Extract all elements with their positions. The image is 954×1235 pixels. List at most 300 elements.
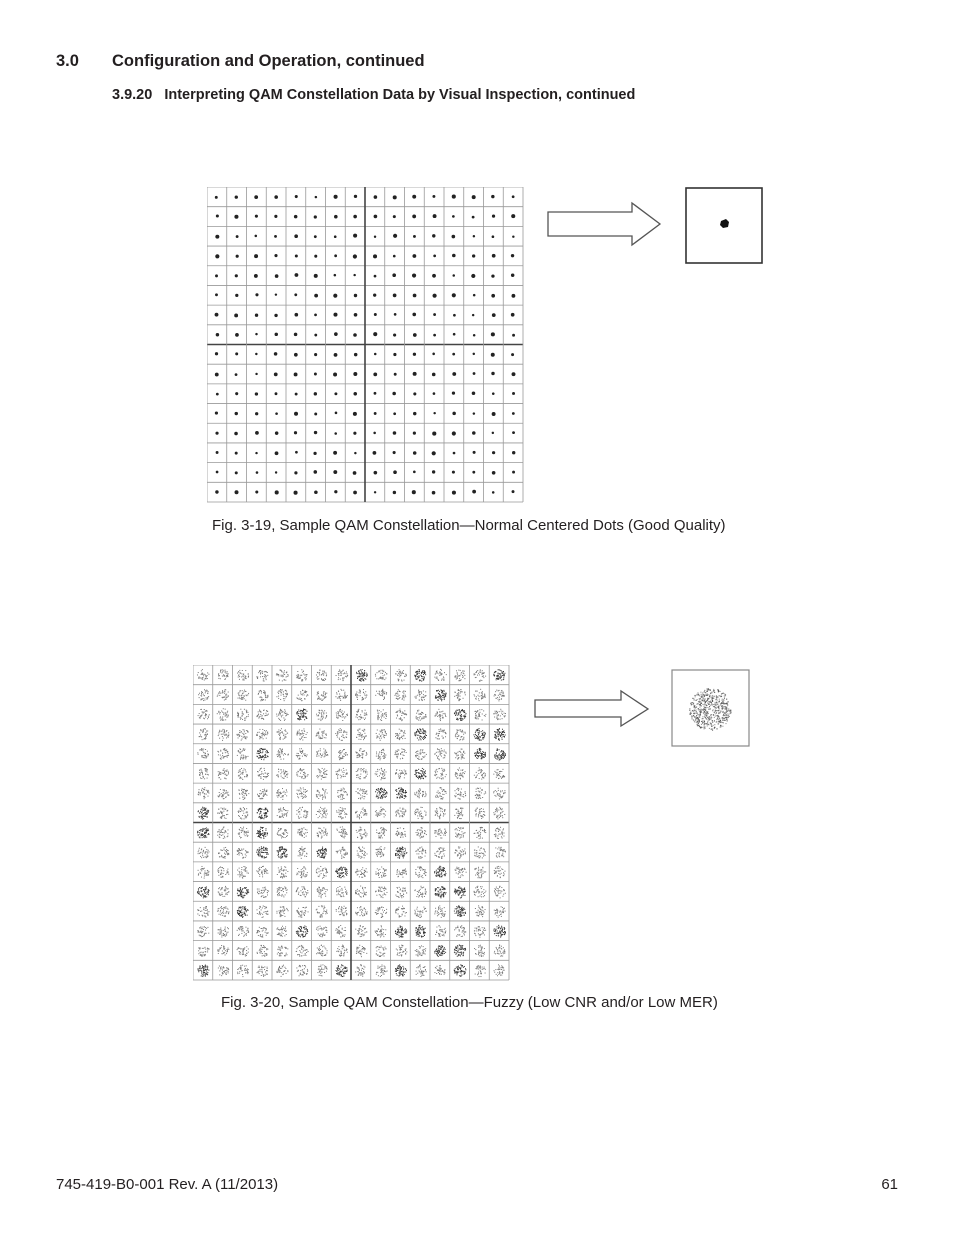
constellation-point [353,234,357,238]
constellation-cluster [376,846,386,857]
constellation-point [254,254,258,258]
constellation-point [354,294,357,297]
constellation-point [294,491,298,495]
constellation-point [255,412,258,415]
constellation-cluster [336,847,348,859]
constellation-cluster [217,827,228,839]
constellation-point [433,334,436,337]
constellation-point [393,255,396,258]
constellation-point [392,392,396,396]
constellation-point [393,353,396,356]
constellation-point [314,353,317,356]
constellation-point [236,255,239,258]
constellation-point [216,393,219,396]
constellation-cluster [454,846,466,858]
constellation-point [432,353,435,356]
constellation-point [432,491,436,495]
constellation-point [255,392,258,395]
constellation-cluster [218,927,229,938]
constellation-cluster [355,867,368,878]
constellation-cluster [335,728,347,741]
constellation-cluster [256,729,268,739]
constellation-point [432,373,436,377]
constellation-point [314,413,317,416]
constellation-point [492,432,494,434]
constellation-cluster [356,768,368,779]
constellation-point [255,431,259,435]
constellation-point [215,352,218,355]
constellation-point [393,215,396,218]
constellation-point [374,313,377,316]
constellation-point [274,314,277,317]
constellation-cluster [217,906,230,917]
constellation-point [294,471,297,474]
zoomed-symbol [672,670,749,746]
constellation-point [294,234,298,238]
constellation-cluster [257,945,269,957]
constellation-point [413,353,416,356]
constellation-cluster [454,709,466,721]
constellation-point [373,294,376,297]
constellation-point [235,333,239,337]
constellation-cluster [198,807,209,820]
constellation-cluster [375,887,387,898]
constellation-cluster [317,887,328,899]
constellation-cluster [277,926,287,937]
constellation-point [374,412,377,415]
constellation-point [236,235,239,238]
constellation-cluster [197,965,209,977]
constellation-point [314,431,317,434]
constellation-point [432,195,435,198]
constellation-cluster [395,964,407,976]
figure-caption-3-19: Fig. 3-19, Sample QAM Constellation—Normal Centered Dots (Good Quality) [212,517,726,534]
constellation-point [512,195,515,198]
constellation-cluster [337,788,348,800]
constellation-cluster [435,689,447,701]
constellation-point [472,254,475,257]
constellation-cluster [316,905,328,917]
constellation-grid [207,187,523,502]
constellation-cluster [336,768,348,779]
constellation-cluster [454,670,465,682]
constellation-cluster [435,925,446,937]
constellation-point [452,372,456,376]
constellation-point [314,313,317,316]
constellation-point [314,470,318,474]
constellation-point [492,313,496,317]
constellation-point [511,313,515,317]
constellation-cluster [237,709,249,721]
constellation-cluster [276,689,287,701]
constellation-point [234,215,238,219]
constellation-point [473,334,476,337]
constellation-cluster [475,788,486,799]
constellation-point [452,235,456,239]
constellation-cluster [317,827,328,838]
constellation-cluster [197,827,209,838]
constellation-cluster [276,709,288,721]
constellation-point [353,432,356,435]
constellation-point [334,332,338,336]
constellation-cluster [217,808,228,819]
constellation-cluster [237,906,249,918]
constellation-cluster [435,728,446,739]
figure-3-19 [207,187,767,507]
constellation-point [294,215,298,219]
constellation-cluster [338,749,348,760]
constellation-cluster [395,729,406,740]
constellation-point [334,195,338,199]
figure-3-20 [193,665,753,985]
constellation-point [234,432,238,436]
constellation-point [511,214,515,218]
constellation-cluster [395,787,407,799]
constellation-point [353,491,357,495]
constellation-point [315,196,317,198]
constellation-point [394,313,397,316]
constellation-point [335,412,338,415]
constellation-cluster [494,866,506,878]
constellation-cluster [355,748,367,758]
constellation-cluster [377,709,387,721]
constellation-point [255,314,258,317]
constellation-cluster [375,670,387,680]
constellation-point [294,333,298,337]
constellation-point [393,431,397,435]
constellation-cluster [257,966,268,977]
constellation-point [374,195,378,199]
constellation-cluster [493,709,506,720]
constellation-point [215,432,218,435]
constellation-point [512,372,516,376]
constellation-point [393,234,397,238]
constellation-point [334,274,337,277]
constellation-cluster [434,709,446,721]
constellation-cluster [257,789,267,800]
constellation-point [274,372,278,376]
constellation-cluster [414,728,427,740]
figure-caption-3-20: Fig. 3-20, Sample QAM Constellation—Fuzzy (Low CNR and/or Low MER) [221,994,718,1011]
constellation-cluster [198,847,210,858]
constellation-point [473,372,476,375]
subsection-title: Interpreting QAM Constellation Data by Visual Inspection, continued [164,87,636,103]
constellation-point [314,274,318,278]
constellation-point [235,471,238,474]
constellation-cluster [336,886,348,897]
constellation-point [374,392,377,395]
constellation-point [333,294,337,298]
constellation-point [472,431,476,435]
constellation-grid [193,665,509,980]
constellation-point [374,353,377,356]
constellation-cluster [395,669,407,681]
constellation-point [512,235,514,237]
constellation-cluster [256,670,268,681]
constellation-point [433,214,437,218]
constellation-cluster [415,945,426,956]
constellation-point [275,412,278,415]
constellation-point [234,314,238,318]
constellation-cluster [434,945,446,957]
constellation-cluster [375,867,386,878]
constellation-cluster [296,926,308,938]
constellation-point [512,451,515,454]
constellation-cluster [396,868,406,877]
constellation-point [473,412,475,414]
constellation-cluster [316,788,328,800]
constellation-point [511,353,514,356]
constellation-point [353,471,357,475]
constellation-point [453,314,456,317]
constellation-point [452,431,456,435]
constellation-point [413,451,417,455]
constellation-cluster [376,946,387,957]
constellation-cluster [396,709,408,722]
constellation-point [334,490,337,493]
constellation-point [374,275,377,278]
constellation-cluster [434,866,446,878]
constellation-point [295,451,298,454]
constellation-point [314,215,317,218]
constellation-cluster [336,709,348,721]
constellation-cluster [475,709,487,720]
constellation-point [255,373,257,375]
constellation-point [275,471,277,473]
constellation-cluster [355,925,367,937]
constellation-point [314,490,318,494]
constellation-point [274,215,277,218]
constellation-cluster [395,906,407,918]
constellation-point [413,294,417,298]
constellation-cluster [257,887,269,898]
constellation-cluster [474,846,486,858]
constellation-cluster [256,927,268,938]
constellation-point [216,451,219,454]
constellation-point [512,471,515,474]
constellation-cluster [198,689,209,701]
constellation-point [473,353,475,355]
constellation-cluster [276,788,287,800]
constellation-point [492,412,496,416]
constellation-point [511,274,514,277]
constellation-cluster [277,828,288,838]
constellation-cluster [414,768,426,779]
constellation-point [275,451,279,455]
constellation-point [275,431,279,435]
constellation-cluster [473,728,485,741]
constellation-point [491,353,495,357]
constellation-figure-fuzzy [193,665,753,985]
constellation-cluster [454,945,466,957]
constellation-point [432,294,436,298]
constellation-cluster [335,925,346,937]
constellation-point [373,451,377,455]
constellation-point [354,353,357,356]
constellation-cluster [296,768,308,779]
constellation-point [491,195,494,198]
constellation-point [452,274,455,277]
constellation-cluster [396,945,407,957]
constellation-cluster [395,689,407,700]
constellation-cluster [277,807,289,818]
constellation-point [472,471,475,474]
constellation-point [452,412,456,416]
constellation-cluster [454,925,466,937]
constellation-point [373,254,377,258]
constellation-point [413,372,417,376]
constellation-point [492,451,495,454]
constellation-cluster [493,807,505,820]
constellation-cluster [276,906,288,917]
constellation-cluster [395,808,406,818]
constellation-point [353,372,357,376]
constellation-cluster [237,965,249,977]
constellation-point [333,451,337,455]
constellation-cluster [336,964,348,977]
constellation-cluster [296,709,307,721]
constellation-cluster [493,788,505,800]
constellation-point [235,294,238,297]
constellation-cluster [356,709,368,720]
constellation-cluster [256,710,268,720]
constellation-point [274,195,278,199]
constellation-point [452,353,455,356]
constellation-cluster [197,886,210,898]
constellation-point [452,392,455,395]
constellation-point [394,373,397,376]
constellation-cluster [296,907,308,918]
constellation-cluster [276,769,288,779]
constellation-cluster [375,906,387,918]
constellation-cluster [237,926,249,937]
constellation-cluster [435,807,446,819]
constellation-point [492,471,496,475]
constellation-point [354,195,357,198]
constellation-cluster [277,965,289,977]
constellation-point [255,235,258,238]
constellation-point [433,313,436,316]
constellation-figure-good [207,187,767,507]
constellation-cluster [256,866,268,878]
constellation-cluster [356,945,367,957]
constellation-cluster [198,947,209,957]
constellation-cluster [317,964,327,976]
constellation-point [393,491,396,494]
constellation-point [295,393,298,396]
subsection-number: 3.9.20 [112,87,153,103]
constellation-point [412,214,416,218]
constellation-point [512,334,515,337]
constellation-cluster [335,689,347,701]
constellation-point [491,274,494,277]
constellation-point [453,333,456,336]
constellation-cluster [218,847,229,859]
constellation-point [412,490,416,494]
constellation-point [413,432,416,435]
constellation-cluster [198,709,210,719]
constellation-point [274,235,277,238]
constellation-point [393,470,397,474]
constellation-point [353,215,357,219]
constellation-point [235,195,238,198]
constellation-point [473,235,475,237]
constellation-cluster [474,926,486,938]
constellation-cluster [414,669,426,682]
constellation-cluster [355,689,367,701]
constellation-point [216,214,219,217]
constellation-cluster [296,965,308,976]
section-number: 3.0 [56,52,79,70]
constellation-point [432,274,436,278]
constellation-cluster [256,827,268,839]
constellation-cluster [415,847,426,859]
constellation-point [453,452,456,455]
zoomed-symbol [686,188,762,263]
constellation-point [314,235,317,238]
constellation-point [353,392,357,396]
constellation-point [314,373,317,376]
constellation-point [255,215,258,218]
constellation-cluster [277,748,289,759]
constellation-cluster [217,689,229,700]
constellation-cluster [336,807,347,819]
constellation-cluster [414,788,426,798]
constellation-point [215,254,219,258]
constellation-point [472,216,475,219]
constellation-cluster [455,729,466,741]
constellation-cluster [395,827,406,837]
constellation-point [275,333,278,336]
constellation-cluster [199,728,208,740]
constellation-point [255,353,257,355]
constellation-point [334,254,337,257]
constellation-cluster [238,690,250,701]
constellation-point [215,411,218,414]
constellation-point [215,490,218,493]
constellation-point [512,490,515,493]
constellation-point [275,293,277,295]
constellation-cluster [256,846,269,858]
constellation-cluster [494,827,505,839]
constellation-point [432,451,436,455]
constellation-cluster [474,669,487,681]
constellation-point [235,392,238,395]
constellation-cluster [237,887,249,898]
constellation-point [473,451,476,454]
constellation-cluster [414,886,426,898]
constellation-point [412,195,416,199]
constellation-cluster [416,964,427,977]
constellation-point [374,491,376,493]
constellation-cluster [494,964,505,976]
constellation-cluster [217,748,229,760]
constellation-point [373,373,377,377]
constellation-point [354,452,356,454]
constellation-cluster [395,926,407,938]
constellation-point [354,313,358,317]
constellation-cluster [474,886,487,898]
constellation-cluster [316,748,328,757]
constellation-point [492,235,495,238]
constellation-cluster [434,847,445,858]
constellation-point [235,412,238,415]
constellation-cluster [455,767,466,779]
constellation-cluster [454,749,465,760]
section-title: Configuration and Operation, continued [112,52,425,70]
constellation-point [353,333,357,337]
constellation-cluster [454,905,466,917]
